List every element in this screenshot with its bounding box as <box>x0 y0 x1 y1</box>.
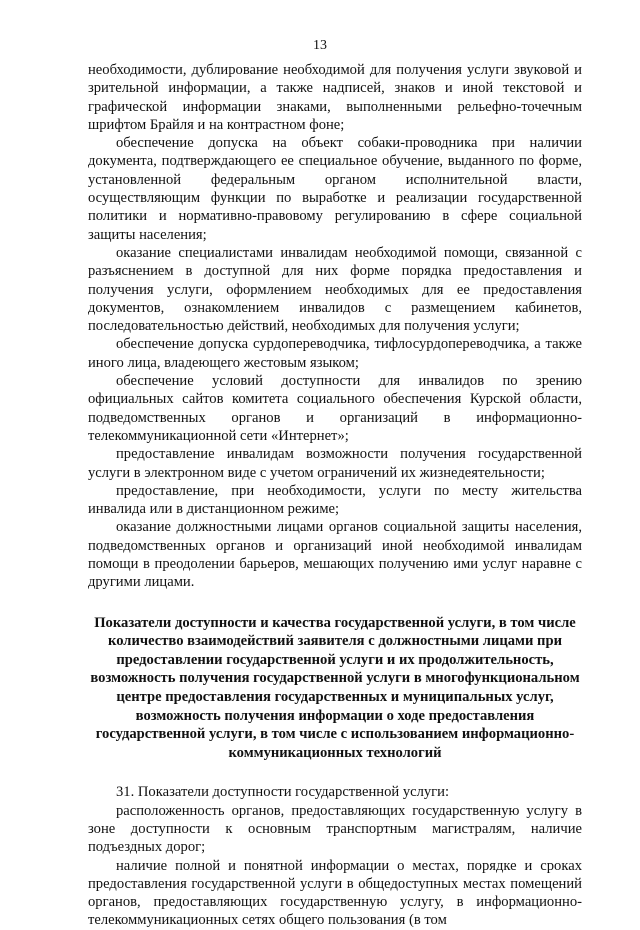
document-body <box>88 61 582 930</box>
paragraph: оказание специалистами инвалидам необходимой помощи, связанной с разъяснением в доступной для них форме порядка предоставления и получения услуги, оформлением необходимых для ее предоставления документов, ознакомлением инвалидов с размещением кабинетов, последовательностью действий, необходимых для получения услуги; <box>88 244 582 335</box>
paragraph: предоставление инвалидам возможности получения государственной услуги в электронном виде с учетом ограничений их жизнедеятельности; <box>88 446 582 481</box>
paragraph: обеспечение условий доступности для инвалидов по зрению официальных сайтов комитета социального обеспечения Курской области, подведомственных органов и организаций в информационно-телекоммуникационной сети «Интернет»; <box>88 373 582 444</box>
paragraph: обеспечение допуска сурдопереводчика, тифлосурдопереводчика, а также иного лица, владеющего жестовым языком; <box>88 336 582 371</box>
spacer <box>88 762 582 783</box>
paragraph: наличие полной и понятной информации о местах, порядке и сроках предоставления государственной услуги в общедоступных местах помещений органов, предоставляющих государственную услугу, в информационно-телекоммуникационных сетях общего пользования (в том <box>88 857 582 929</box>
paragraph: обеспечение допуска на объект собаки-проводника при наличии документа, подтверждающего ее специальное обучение, выданного по форме, установленной федеральным органом исполнительной власти, осуществляющим функции по выработке и реализации государственной политики и нормативно-правовому регулированию в сфере социальной защиты населения; <box>88 135 582 243</box>
paragraph: расположенность органов, предоставляющих государственную услугу в зоне доступности к основным транспортным магистралям, наличие подъездных дорог; <box>88 802 582 856</box>
page-number: 13 <box>313 38 327 53</box>
paragraph: оказание должностными лицами органов социальной защиты населения, подведомственных органов и организаций иной необходимой инвалидам помощи в преодолении барьеров, мешающих получению ими услуг наравне с другими лицами. <box>88 519 582 591</box>
paragraph: предоставление, при необходимости, услуги по месту жительства инвалида или в дистанционном режиме; <box>88 482 582 518</box>
paragraph: необходимости, дублирование необходимой для получения услуги звуковой и зрительной информации, а также надписей, знаков и иной текстовой и графической информации знаками, выполненными рельефно-точечным шрифтом Брайля и на контрастном фоне; <box>88 62 582 133</box>
paragraph: 31. Показатели доступности государственной услуги: <box>116 784 450 801</box>
section-heading: Показатели доступности и качества государственной услуги, в том числе количество взаимодействий заявителя с должностными лицами при предоставлении государственной услуги и их продолжительность, возможность получения государственной услуги в многофункциональном центре предоставления государственных и муниципальных услуг, возможность получения информации о ходе предоставления государственной услуги, в том числе с использованием информационно-коммуникационных технологий <box>90 614 580 761</box>
